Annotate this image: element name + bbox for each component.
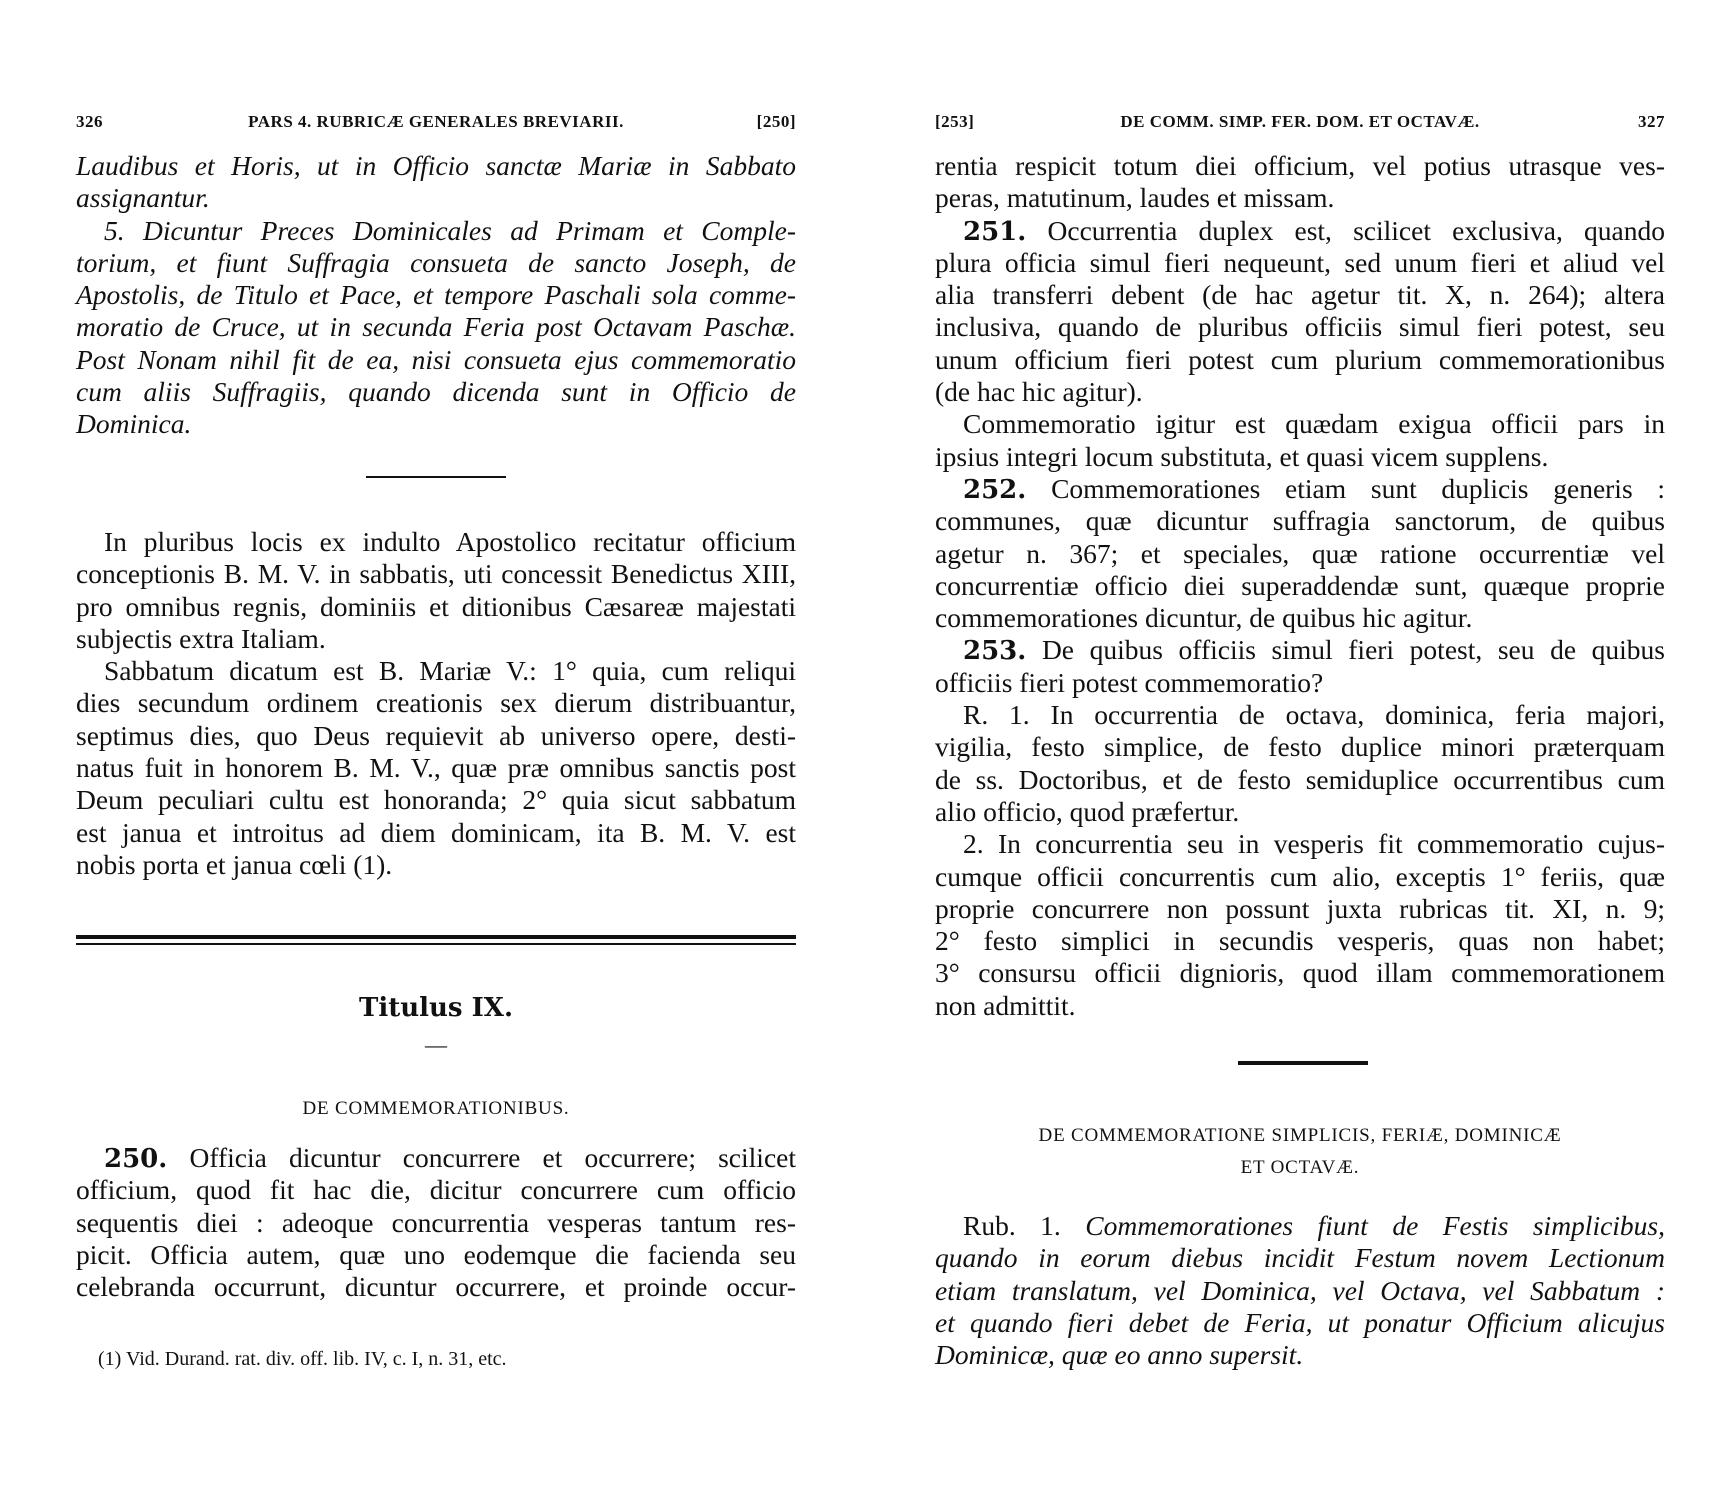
para-251-line: unum officium fieri potest cum plurium commemorationibus (935, 343, 1665, 375)
double-rule-top (76, 935, 796, 939)
rubric-1-text: Commemorationes fiunt de Festis simplicibus, (1085, 1210, 1666, 1241)
para-250-line: picit. Officia autem, quæ uno eodemque die facienda seu (76, 1238, 796, 1270)
section-divider (1238, 1061, 1368, 1065)
para-number: 250. (104, 1144, 168, 1174)
para-250-line: sequentis diei : adeoque concurrentia vesperas tantum res- (76, 1206, 796, 1238)
answer-line: cumque officii concurrentis cum alio, exceptis 1° feriis, quæ (935, 860, 1665, 892)
answer-line: non admittit. (935, 989, 1076, 1021)
left-bracket-number: [250] (756, 112, 796, 131)
title-heading: Titulus IX. (359, 993, 513, 1023)
para-252-line: agetur n. 367; et speciales, quæ ratione occurrentiæ vel (935, 537, 1665, 569)
para-250-text: Officia dicuntur concurrere et occurrere; scilicet (189, 1142, 796, 1173)
answer-line: alio officio, quod præfertur. (935, 795, 1240, 827)
commemoratio-line: Commemoratio igitur est quædam exigua officii pars in (963, 408, 1665, 440)
para-252-line (935, 473, 1665, 505)
rubric-line: Laudibus et Horis, ut in Officio sanctæ Mariæ in Sabbato (76, 150, 796, 181)
paragraph-250 (76, 1142, 796, 1303)
double-rule-bottom (76, 943, 796, 945)
rubric-1-line: etiam translatum, vel Dominica, vel Octava, vel Sabbatum : (935, 1274, 1665, 1306)
answer-line: de ss. Doctoribus, et de festo semiduplice occurrentibus cum (935, 763, 1665, 795)
para-250-line (76, 1142, 796, 1174)
commentary-line: pro omnibus regnis, dominiis et ditionibus Cæsareæ majestati (76, 590, 796, 622)
answer-line: proprie concurrere non possunt juxta rubricas tit. XI, n. 9; (935, 892, 1665, 924)
rubric-1-line: et quando fieri debet de Feria, ut ponatur Officium alicujus (935, 1306, 1665, 1338)
commentary-line: septimus dies, quo Deus requievit ab universo opere, desti- (76, 719, 796, 751)
rubric-1-block (935, 1210, 1665, 1371)
continuation-line: rentia respicit totum diei officium, vel potius utrasque ves- (935, 150, 1665, 181)
para-251-line: inclusiva, quando de pluribus officiis simul fieri potest, seu (935, 311, 1665, 343)
para-number: 253. (963, 636, 1027, 667)
para-252-line: concurrentiæ officio diei superaddendæ sunt, quæque proprie (935, 569, 1665, 601)
rubric-line: 5. Dicuntur Preces Dominicales ad Primam et Comple- (104, 214, 796, 246)
left-running-title: PARS 4. RUBRICÆ GENERALES BREVIARII. (248, 112, 624, 131)
commentary-line: In pluribus locis ex indulto Apostolico recitatur officium (104, 526, 796, 557)
para-number: 251. (963, 216, 1027, 247)
left-page (76, 0, 796, 1500)
rubric-line: assignantur. (76, 182, 210, 214)
rubric-1-line: Dominicæ, quæ eo anno supersit. (935, 1339, 1304, 1371)
commentary-line: subjectis extra Italiam. (76, 622, 326, 654)
rubric-continuation (76, 150, 796, 441)
right-page (935, 0, 1665, 1500)
commentary-line: conceptionis B. M. V. in sabbatis, uti concessit Benedictus XIII, (76, 558, 796, 590)
para-251-line: alia transferri debent (de hac agetur tit. X, n. 264); altera (935, 279, 1665, 311)
section-heading-line-2: ET OCTAVÆ. (1240, 1157, 1360, 1178)
rubric-line: Apostolis, de Titulo et Pace, et tempore Paschali sola comme- (76, 279, 796, 311)
para-253-text: De quibus officiis simul fieri potest, seu de quibus (1041, 634, 1666, 666)
commentary-line: Deum peculiari cultu est honoranda; 2° quia sicut sabbatum (76, 784, 796, 816)
para-251-line: plura officia simul fieri nequeunt, sed unum fieri et aliud vel (935, 246, 1665, 278)
para-253-line: officiis fieri potest commemoratio? (935, 666, 1324, 698)
answer-line: 3° consursu officii dignioris, quod illam commemorationem (935, 957, 1665, 989)
commentary-line: Sabbatum dicatum est B. Mariæ V.: 1° quia, cum reliqui (104, 655, 796, 687)
right-running-title: DE COMM. SIMP. FER. DOM. ET OCTAVÆ. (1120, 112, 1480, 131)
rubric-line: Dominica. (76, 408, 192, 440)
right-text-block (935, 150, 1665, 1022)
rubric-1-line (935, 1210, 1665, 1242)
rubric-line: torium, et fiunt Suffragia consueta de sancto Joseph, de (76, 246, 796, 278)
commemoratio-line: ipsius integri locum substituta, et quasi vicem supplens. (935, 440, 1549, 472)
right-bracket-number: [253] (935, 112, 975, 131)
commentary-line: nobis porta et janua cœli (1). (76, 848, 393, 880)
right-running-header (935, 112, 1665, 136)
para-251-text: Occurrentia duplex est, scilicet exclusiva, quando (1047, 214, 1665, 246)
answer-line: 2° festo simplici in secundis vesperis, quas non habet; (935, 925, 1665, 957)
rubric-line: cum aliis Suffragiis, quando dicenda sunt in Officio de (76, 376, 796, 408)
para-251-line (935, 215, 1665, 247)
para-250-line: officium, quod fit hac die, dicitur concurrere cum officio (76, 1174, 796, 1206)
para-252-line: communes, quæ dicuntur suffragia sanctorum, de quibus (935, 505, 1665, 537)
commentary-line: est janua et introitus ad diem dominicam, ita B. M. V. est (76, 816, 796, 848)
answer-line: R. 1. In occurrentia de octava, dominica, feria majori, (963, 699, 1665, 731)
answer-line: vigilia, festo simplice, de festo duplice minori præterquam (935, 731, 1665, 763)
rubric-1-line: quando in eorum diebus incidit Festum novem Lectionum (935, 1242, 1665, 1274)
para-number: 252. (963, 474, 1027, 505)
answer-line: 2. In concurrentia seu in vesperis fit commemoratio cujus- (963, 828, 1665, 860)
rubric-line: moratio de Cruce, ut in secunda Feria post Octavam Paschæ. (76, 311, 796, 343)
section-heading-line-1: DE COMMEMORATIONE SIMPLICIS, FERIÆ, DOMINICÆ (1038, 1125, 1562, 1146)
right-page-number: 327 (1638, 112, 1665, 131)
title-dash: — (425, 1032, 447, 1057)
commentary-line: dies secundum ordinem creationis sex dierum distribuantur, (76, 687, 796, 719)
commentary-line: natus fuit in honorem B. M. V., quæ præ omnibus sanctis post (76, 752, 796, 784)
para-253-line (935, 634, 1665, 666)
para-252-line: commemorationes dicuntur, de quibus hic agitur. (935, 602, 1473, 634)
section-subtitle: DE COMMEMORATIONIBUS. (302, 1098, 570, 1119)
section-divider (366, 476, 506, 478)
footnote: (1) Vid. Durand. rat. div. off. lib. IV, c. I, n. 31, etc. (98, 1348, 507, 1370)
para-250-line: celebranda occurrunt, dicuntur occurrere, et proinde occur- (76, 1271, 796, 1303)
commentary-block (76, 526, 796, 881)
left-page-number: 326 (76, 112, 103, 131)
para-251-line: (de hac hic agitur). (935, 376, 1143, 408)
para-252-text: Commemorationes etiam sunt duplicis generis : (1051, 472, 1666, 504)
left-running-header (76, 112, 796, 136)
rubric-line: Post Nonam nihil fit de ea, nisi consueta ejus commemoratio (76, 343, 796, 375)
rubric-label: Rub. 1. (963, 1210, 1061, 1241)
continuation-line: peras, matutinum, laudes et missam. (935, 182, 1335, 214)
